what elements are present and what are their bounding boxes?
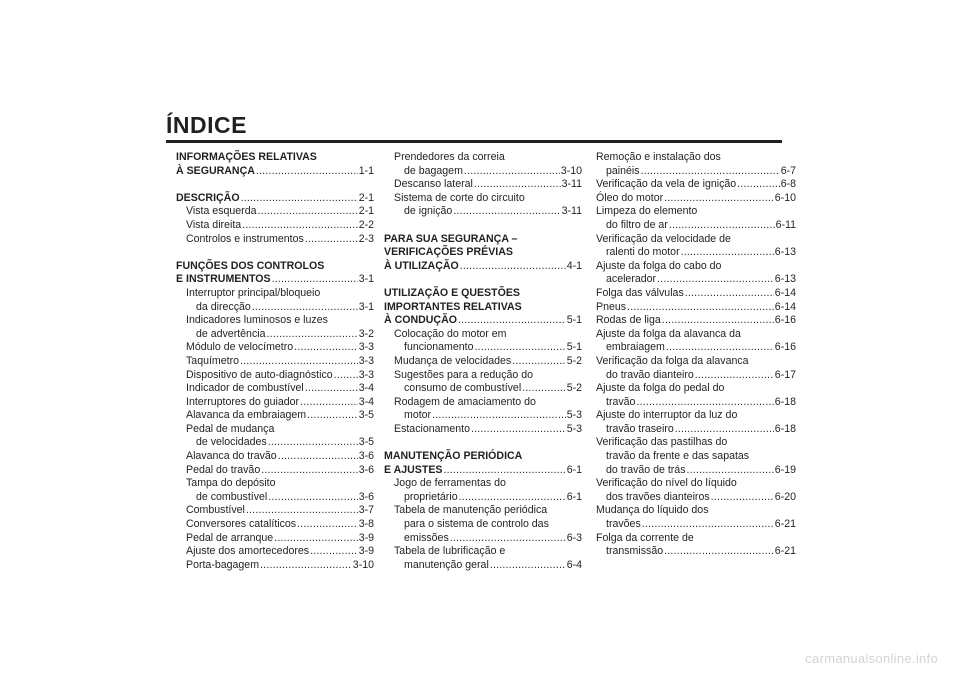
toc-section-heading [176, 260, 374, 274]
toc-entry[interactable] [176, 532, 374, 546]
toc-entry [596, 436, 796, 450]
dot-leader [261, 464, 357, 478]
toc-entry-text: E AJUSTES [384, 463, 443, 476]
toc-entry[interactable] [384, 559, 582, 573]
toc-entry-text: Interruptor principal/bloqueio [186, 286, 321, 299]
toc-entry-text: manutenção geral [404, 558, 489, 571]
toc-page-number: 3-3 [358, 341, 374, 354]
toc-entry[interactable] [384, 491, 582, 505]
toc-entry-text: DESCRIÇÃO [176, 191, 240, 204]
toc-page-number: 2-1 [358, 205, 374, 218]
toc-page-number: 6-8 [780, 178, 796, 191]
toc-entry-text: Módulo de velocímetro [186, 341, 294, 354]
dot-leader [294, 341, 358, 355]
toc-page-number: 3-11 [561, 178, 582, 191]
toc-entry[interactable] [176, 409, 374, 423]
toc-entry-text: MANUTENÇÃO PERIÓDICA [384, 450, 523, 463]
toc-entry-text: Indicador de combustível [186, 382, 304, 395]
dot-leader [627, 301, 774, 315]
toc-entry[interactable] [384, 409, 582, 423]
toc-entry[interactable] [596, 545, 796, 559]
toc-page-number: 4-1 [566, 259, 582, 272]
toc-page-number: 5-1 [566, 314, 582, 327]
toc-entry-text: Pneus [596, 300, 627, 313]
toc-entry[interactable] [384, 205, 582, 219]
toc-entry[interactable] [596, 396, 796, 410]
toc-entry-text: Vista esquerda [186, 205, 257, 218]
toc-entry-text: travão da frente e das sapatas [606, 450, 750, 463]
toc-entry-text: Tabela de lubrificação e [394, 545, 506, 558]
toc-entry-text: Pedal do travão [186, 463, 261, 476]
toc-entry [596, 355, 796, 369]
toc-entry[interactable] [384, 341, 582, 355]
dot-leader [657, 273, 774, 287]
toc-section-heading[interactable] [176, 165, 374, 179]
dot-leader [460, 260, 566, 274]
toc-entry-text: Alavanca do travão [186, 450, 277, 463]
toc-page-number: 6-3 [566, 531, 582, 544]
toc-entry[interactable] [176, 559, 374, 573]
dot-leader [432, 409, 566, 423]
toc-entry [384, 396, 582, 410]
toc-entry-text: travão [606, 395, 636, 408]
toc-entry-text: Verificação do nível do líquido [596, 477, 737, 490]
toc-entry [596, 382, 796, 396]
toc-page-number: 6-14 [774, 300, 796, 313]
dot-leader [453, 205, 560, 219]
toc-entry-text: Estacionamento [394, 422, 470, 435]
toc-entry-text: Mudança de velocidades [394, 354, 512, 367]
toc-entry-text: Descanso lateral [394, 178, 473, 191]
toc-entry-text: motor [404, 409, 432, 422]
toc-page-number: 6-13 [774, 273, 796, 286]
toc-entry [596, 233, 796, 247]
toc-entry-text: Vista direita [186, 218, 242, 231]
dot-leader [305, 233, 358, 247]
dot-leader [464, 165, 560, 179]
dot-leader [675, 423, 774, 437]
dot-leader [459, 491, 566, 505]
toc-page-number: 6-18 [774, 395, 796, 408]
dot-leader [664, 192, 774, 206]
toc-entry-text: para o sistema de controlo das [404, 518, 549, 531]
toc-entry-text: E INSTRUMENTOS [176, 273, 271, 286]
toc-entry[interactable] [176, 545, 374, 559]
toc-entry[interactable] [596, 464, 796, 478]
dot-leader [662, 314, 774, 328]
toc-entry[interactable] [176, 450, 374, 464]
toc-entry-text: Remoção e instalação dos [596, 151, 721, 163]
toc-entry[interactable] [176, 205, 374, 219]
toc-section-heading[interactable] [384, 260, 582, 274]
toc-entry-text: do filtro de ar [606, 218, 668, 231]
toc-entry-text: Folga das válvulas [596, 286, 684, 299]
dot-leader [737, 178, 780, 192]
toc-entry [384, 504, 582, 518]
toc-page-number: 3-9 [358, 545, 374, 558]
toc-page-number: 2-2 [358, 218, 374, 231]
toc-entry[interactable] [596, 301, 796, 315]
toc-entry-text: Verificação da velocidade de [596, 232, 731, 245]
toc-page-number: 6-7 [780, 164, 796, 177]
toc-entry-text: da direcção [196, 300, 251, 313]
toc-page-number: 3-3 [358, 354, 374, 367]
toc-entry-text: ralenti do motor [606, 246, 680, 259]
toc-section-heading[interactable] [176, 192, 374, 206]
toc-entry[interactable] [384, 165, 582, 179]
toc-entry-text: de bagagem [404, 164, 463, 177]
toc-page-number: 6-18 [774, 422, 796, 435]
dot-leader [240, 355, 358, 369]
dot-leader [268, 491, 357, 505]
toc-entry [384, 328, 582, 342]
toc-entry[interactable] [176, 518, 374, 532]
toc-section-heading [384, 450, 582, 464]
dot-leader [242, 219, 358, 233]
toc-entry[interactable] [384, 178, 582, 192]
toc-entry-text: À CONDUÇÃO [384, 314, 457, 327]
dot-leader [278, 450, 358, 464]
toc-entry-text: de advertência [196, 327, 266, 340]
toc-entry[interactable] [176, 504, 374, 518]
toc-page-number: 3-6 [358, 490, 374, 503]
toc-entry-text: Tabela de manutenção periódica [394, 504, 548, 517]
toc-section-heading [384, 246, 582, 260]
toc-entry-text: travão traseiro [606, 422, 674, 435]
toc-entry-text: Ajuste da folga do cabo do [596, 259, 722, 272]
toc-entry [596, 205, 796, 219]
toc-column-2 [384, 151, 582, 572]
toc-page-number: 6-16 [774, 341, 796, 354]
toc-entry-text: PARA SUA SEGURANÇA – [384, 232, 518, 245]
toc-entry [596, 260, 796, 274]
dot-leader [268, 436, 358, 450]
toc-entry[interactable] [596, 491, 796, 505]
toc-entry-text: Indicadores luminosos e luzes [186, 314, 328, 327]
toc-entry[interactable] [176, 396, 374, 410]
toc-entry-text: consumo de combustível [404, 382, 522, 395]
toc-entry-text: de velocidades [196, 436, 267, 449]
toc-page-number: 3-10 [560, 164, 582, 177]
toc-entry-text: Rodagem de amaciamento do [394, 395, 536, 408]
toc-entry-text: travões [606, 518, 641, 531]
toc-section-heading [176, 151, 374, 165]
toc-page-number: 3-8 [358, 518, 374, 531]
toc-page-number: 3-6 [358, 450, 374, 463]
toc-page-number: 3-1 [358, 273, 374, 286]
toc-entry[interactable] [176, 341, 374, 355]
dot-leader [669, 219, 775, 233]
toc-page-number: 5-1 [566, 341, 582, 354]
toc-page-number: 3-4 [358, 395, 374, 408]
dot-leader [642, 518, 774, 532]
toc-entry[interactable] [596, 314, 796, 328]
toc-entry-text: Rodas de liga [596, 314, 661, 327]
toc-page-number: 6-19 [774, 463, 796, 476]
toc-page-number: 5-3 [566, 409, 582, 422]
toc-page-number: 3-5 [358, 436, 374, 449]
toc-entry-text: Verificação da vela de ignição [596, 178, 737, 191]
toc-entry-text: Verificação das pastilhas do [596, 436, 728, 449]
section-gap [384, 273, 582, 287]
toc-entry-text: Controlos e instrumentos [186, 232, 304, 245]
toc-entry [596, 151, 796, 165]
dot-leader [334, 369, 358, 383]
dot-leader [307, 409, 358, 423]
toc-section-heading[interactable] [176, 273, 374, 287]
toc-entry[interactable] [176, 301, 374, 315]
toc-entry [384, 151, 582, 165]
toc-entry-text: Tampa do depósito [186, 477, 276, 490]
dot-leader [260, 559, 352, 573]
toc-entry-text: Interruptores do guiador [186, 395, 300, 408]
toc-entry[interactable] [596, 246, 796, 260]
toc-entry-text: Prendedores da correia [394, 151, 505, 163]
dot-leader [474, 178, 561, 192]
toc-page-number: 3-11 [561, 205, 582, 218]
toc-entry-text: do travão de trás [606, 463, 686, 476]
dot-leader [687, 464, 774, 478]
toc-entry[interactable] [176, 219, 374, 233]
toc-entry-text: À UTILIZAÇÃO [384, 259, 459, 272]
toc-entry-text: de combustível [196, 490, 268, 503]
toc-entry [384, 518, 582, 532]
dot-leader [272, 273, 358, 287]
dot-leader [458, 314, 566, 328]
toc-entry-text: Mudança do líquido dos [596, 504, 709, 517]
toc-page-number: 5-2 [566, 382, 582, 395]
dot-leader [450, 532, 566, 546]
toc-entry[interactable] [384, 355, 582, 369]
toc-entry[interactable] [176, 491, 374, 505]
dot-leader [256, 165, 358, 179]
toc-section-heading [384, 287, 582, 301]
toc-entry[interactable] [596, 518, 796, 532]
dot-leader [490, 559, 566, 573]
dot-leader [471, 423, 566, 437]
toc-entry[interactable] [176, 464, 374, 478]
toc-entry-text: Limpeza do elemento [596, 205, 698, 218]
toc-entry [596, 504, 796, 518]
dot-leader [241, 192, 358, 206]
toc-entry-text: Jogo de ferramentas do [394, 477, 506, 490]
toc-entry [596, 409, 796, 423]
toc-page-number: 5-3 [566, 422, 582, 435]
toc-entry-text: funcionamento [404, 341, 474, 354]
toc-entry[interactable] [596, 165, 796, 179]
toc-entry-text: VERIFICAÇÕES PRÉVIAS [384, 246, 513, 259]
toc-entry[interactable] [596, 341, 796, 355]
toc-entry-text: dos travões dianteiros [606, 490, 710, 503]
toc-entry-text: Sistema de corte do circuito [394, 191, 525, 204]
dot-leader [300, 396, 358, 410]
toc-entry-text: Verificação da folga da alavanca [596, 354, 749, 367]
toc-page-number: 1-1 [358, 164, 374, 177]
toc-entry-text: embraiagem [606, 341, 665, 354]
toc-entry-text: Conversores catalíticos [186, 518, 297, 531]
toc-page-number: 2-3 [358, 232, 374, 245]
dot-leader [252, 301, 358, 315]
toc-entry [384, 477, 582, 491]
dot-leader [475, 341, 566, 355]
toc-entry-text: Taquímetro [186, 354, 239, 367]
dot-leader [305, 382, 358, 396]
toc-entry [384, 192, 582, 206]
dot-leader [267, 328, 358, 342]
toc-page-number: 3-3 [358, 368, 374, 381]
toc-entry[interactable] [176, 328, 374, 342]
dot-leader [310, 545, 358, 559]
toc-entry[interactable] [596, 178, 796, 192]
toc-entry-text: Ajuste da folga do pedal do [596, 382, 725, 395]
toc-entry[interactable] [596, 369, 796, 383]
dot-leader [666, 341, 774, 355]
toc-entry-text: Ajuste da folga da alavanca da [596, 327, 741, 340]
page-title: ÍNDICE [166, 112, 247, 138]
toc-entry [384, 545, 582, 559]
toc-page-number: 6-20 [774, 490, 796, 503]
toc-entry[interactable] [176, 382, 374, 396]
toc-page-number: 6-4 [566, 558, 582, 571]
toc-page-number: 6-1 [566, 463, 582, 476]
toc-entry-text: Porta-bagagem [186, 558, 260, 571]
toc-entry-text: Sugestões para a redução do [394, 368, 533, 381]
toc-entry-text: Óleo do motor [596, 191, 664, 204]
toc-entry-text: À SEGURANÇA [176, 164, 255, 177]
dot-leader [512, 355, 565, 369]
toc-page-number: 6-21 [774, 518, 796, 531]
toc-entry[interactable] [596, 287, 796, 301]
dot-leader [297, 518, 358, 532]
section-gap [384, 219, 582, 233]
toc-entry-text: acelerador [606, 273, 657, 286]
toc-page-number: 6-16 [774, 314, 796, 327]
dot-leader [641, 165, 780, 179]
toc-entry [596, 450, 796, 464]
toc-page-number: 3-9 [358, 531, 374, 544]
toc-page-number: 6-13 [774, 246, 796, 259]
toc-page-number: 6-1 [566, 490, 582, 503]
toc-entry-text: IMPORTANTES RELATIVAS [384, 300, 522, 313]
toc-entry [596, 532, 796, 546]
toc-entry-text: de ignição [404, 205, 453, 218]
toc-column-1 [176, 151, 374, 572]
toc-page-number: 6-14 [774, 286, 796, 299]
toc-entry[interactable] [176, 369, 374, 383]
toc-entry[interactable] [596, 273, 796, 287]
toc-page-number: 3-7 [358, 504, 374, 517]
toc-entry-text: do travão dianteiro [606, 368, 694, 381]
dot-leader [711, 491, 774, 505]
toc-page-number: 3-2 [358, 327, 374, 340]
toc-entry-text: transmissão [606, 545, 664, 558]
toc-entry-text: Folga da corrente de [596, 531, 694, 544]
toc-entry[interactable] [596, 192, 796, 206]
toc-entry[interactable] [176, 355, 374, 369]
toc-entry-text: Ajuste dos amortecedores [186, 545, 310, 558]
toc-entry[interactable] [384, 423, 582, 437]
dot-leader [522, 382, 566, 396]
toc-entry [596, 477, 796, 491]
dot-leader [636, 396, 773, 410]
toc-column-3 [596, 151, 796, 559]
toc-entry-text: painéis [606, 164, 640, 177]
toc-entry-text: proprietário [404, 490, 458, 503]
toc-page-number: 6-21 [774, 545, 796, 558]
toc-entry-text: Dispositivo de auto-diagnóstico [186, 368, 333, 381]
toc-entry [176, 314, 374, 328]
toc-page-number: 6-10 [774, 191, 796, 204]
toc-entry [176, 287, 374, 301]
toc-entry-text: FUNÇÕES DOS CONTROLOS [176, 259, 325, 272]
toc-page-number: 3-5 [358, 409, 374, 422]
toc-entry-text: emissões [404, 531, 449, 544]
toc-page-number: 3-10 [352, 558, 374, 571]
toc-page-number: 3-6 [358, 463, 374, 476]
dot-leader [257, 205, 357, 219]
dot-leader [681, 246, 774, 260]
dot-leader [443, 464, 565, 478]
toc-entry-text: INFORMAÇÕES RELATIVAS [176, 151, 317, 163]
toc-entry[interactable] [384, 532, 582, 546]
toc-entry-text: Pedal de mudança [186, 422, 275, 435]
dot-leader [246, 504, 358, 518]
toc-entry[interactable] [176, 436, 374, 450]
dot-leader [685, 287, 774, 301]
toc-entry [596, 328, 796, 342]
toc-page-number: 6-17 [774, 368, 796, 381]
section-gap [176, 246, 374, 260]
toc-page-number: 3-4 [358, 382, 374, 395]
toc-entry-text: Pedal de arranque [186, 531, 274, 544]
dot-leader [274, 532, 358, 546]
toc-section-heading[interactable] [384, 314, 582, 328]
toc-entry [176, 423, 374, 437]
toc-entry[interactable] [596, 423, 796, 437]
toc-entry[interactable] [596, 219, 796, 233]
dot-leader [695, 369, 774, 383]
title-divider [166, 140, 782, 143]
toc-page-number: 5-2 [566, 354, 582, 367]
toc-section-heading[interactable] [384, 464, 582, 478]
toc-entry [176, 477, 374, 491]
dot-leader [664, 545, 774, 559]
toc-page-number: 2-1 [358, 191, 374, 204]
toc-section-heading [384, 301, 582, 315]
toc-entry-text: UTILIZAÇÃO E QUESTÕES [384, 286, 520, 299]
watermark: carmanualsonline.info [805, 651, 938, 666]
toc-entry [384, 369, 582, 383]
toc-entry-text: Combustível [186, 504, 245, 517]
section-gap [384, 436, 582, 450]
toc-page-number: 6-11 [775, 218, 796, 231]
toc-entry[interactable] [176, 233, 374, 247]
toc-entry-text: Alavanca da embraiagem [186, 409, 307, 422]
section-gap [176, 178, 374, 192]
toc-page-number: 3-1 [358, 300, 374, 313]
toc-section-heading [384, 233, 582, 247]
toc-entry[interactable] [384, 382, 582, 396]
toc-entry-text: Ajuste do interruptor da luz do [596, 409, 738, 422]
toc-entry-text: Colocação do motor em [394, 327, 507, 340]
